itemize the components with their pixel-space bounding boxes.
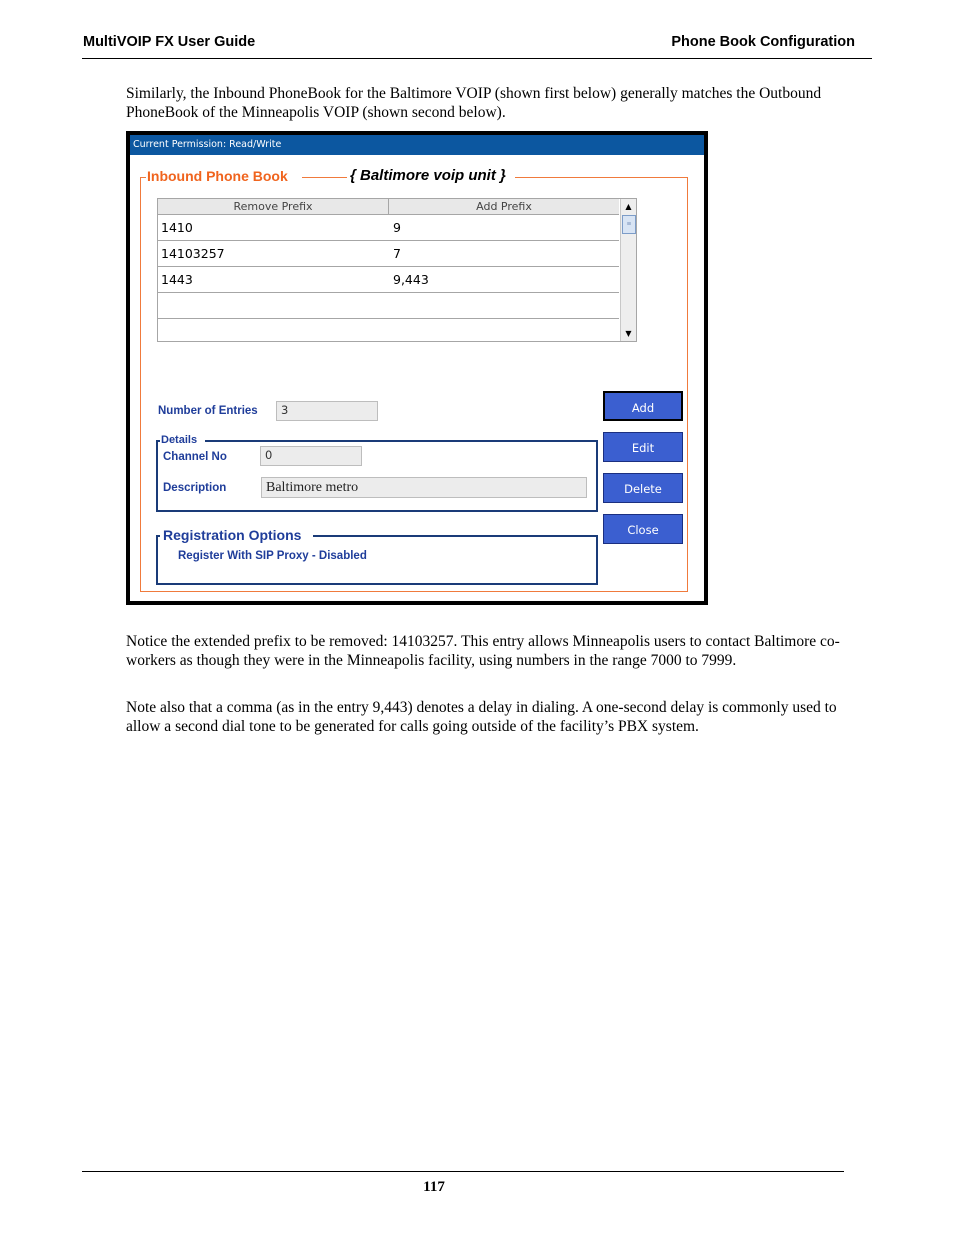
scroll-up-icon[interactable]: ▲: [625, 202, 632, 211]
registration-label: Registration Options: [163, 527, 302, 543]
scroll-thumb[interactable]: ≡: [622, 215, 636, 234]
page-number: 117: [423, 1179, 445, 1195]
prefix-explanation-paragraph: Notice the extended prefix to be removed: 14103257. This entry allows Minneapolis users to contact Baltimore co-workers as though they were in the Minneapolis facility, using numbers in the range 7000 to 7999.: [126, 633, 840, 669]
close-button[interactable]: Close: [603, 514, 683, 544]
edit-button[interactable]: Edit: [603, 432, 683, 462]
table-row[interactable]: [158, 267, 619, 293]
permission-bar: Current Permission: Read/Write: [130, 135, 704, 155]
table-row[interactable]: [158, 215, 619, 241]
delete-button[interactable]: Delete: [603, 473, 683, 503]
channel-field[interactable]: 0: [260, 446, 362, 466]
description-label: Description: [163, 482, 227, 494]
prefix-table: [157, 198, 637, 342]
footer-rule: [82, 1171, 844, 1172]
details-label: Details: [161, 434, 198, 446]
phonebook-screenshot: [126, 131, 708, 605]
entries-label: Number of Entries: [158, 405, 258, 417]
phonebook-title: Inbound Phone Book: [147, 168, 288, 184]
table-row[interactable]: [158, 241, 619, 267]
add-prefix-cell: 9,443: [393, 272, 429, 287]
phonebook-window: [130, 155, 704, 601]
entries-field: 3: [276, 401, 378, 421]
table-row[interactable]: [158, 319, 619, 340]
table-scrollbar[interactable]: [620, 199, 636, 341]
unit-label: { Baltimore voip unit }: [350, 167, 506, 184]
remove-prefix-cell: 14103257: [161, 246, 225, 261]
remove-prefix-cell: 1443: [161, 272, 193, 287]
column-header-remove-prefix[interactable]: Remove Prefix: [158, 199, 389, 215]
remove-prefix-cell: 1410: [161, 220, 193, 235]
intro-paragraph: Similarly, the Inbound PhoneBook for the Baltimore VOIP (shown first below) generally matches the Outbound PhoneBook of the Minneapolis VOIP (shown second below).: [126, 85, 822, 121]
add-prefix-cell: 9: [393, 220, 401, 235]
description-field[interactable]: Baltimore metro: [261, 477, 587, 498]
add-button[interactable]: Add: [603, 391, 683, 421]
running-header-title: MultiVOIP FX User Guide: [83, 34, 256, 50]
running-header-section: Phone Book Configuration: [671, 34, 855, 50]
scroll-down-icon[interactable]: ▼: [625, 329, 632, 338]
add-prefix-cell: 7: [393, 246, 401, 261]
column-header-add-prefix[interactable]: Add Prefix: [389, 199, 619, 215]
table-row[interactable]: [158, 293, 619, 319]
channel-label: Channel No: [163, 451, 227, 463]
comma-delay-paragraph: Note also that a comma (as in the entry 9,443) denotes a delay in dialing. A one-second delay is commonly used to allow a second dial tone to be generated for calls going outside of the facility’s PBX system.: [126, 699, 837, 735]
registration-status: Register With SIP Proxy - Disabled: [178, 550, 367, 562]
header-rule: [82, 58, 872, 59]
